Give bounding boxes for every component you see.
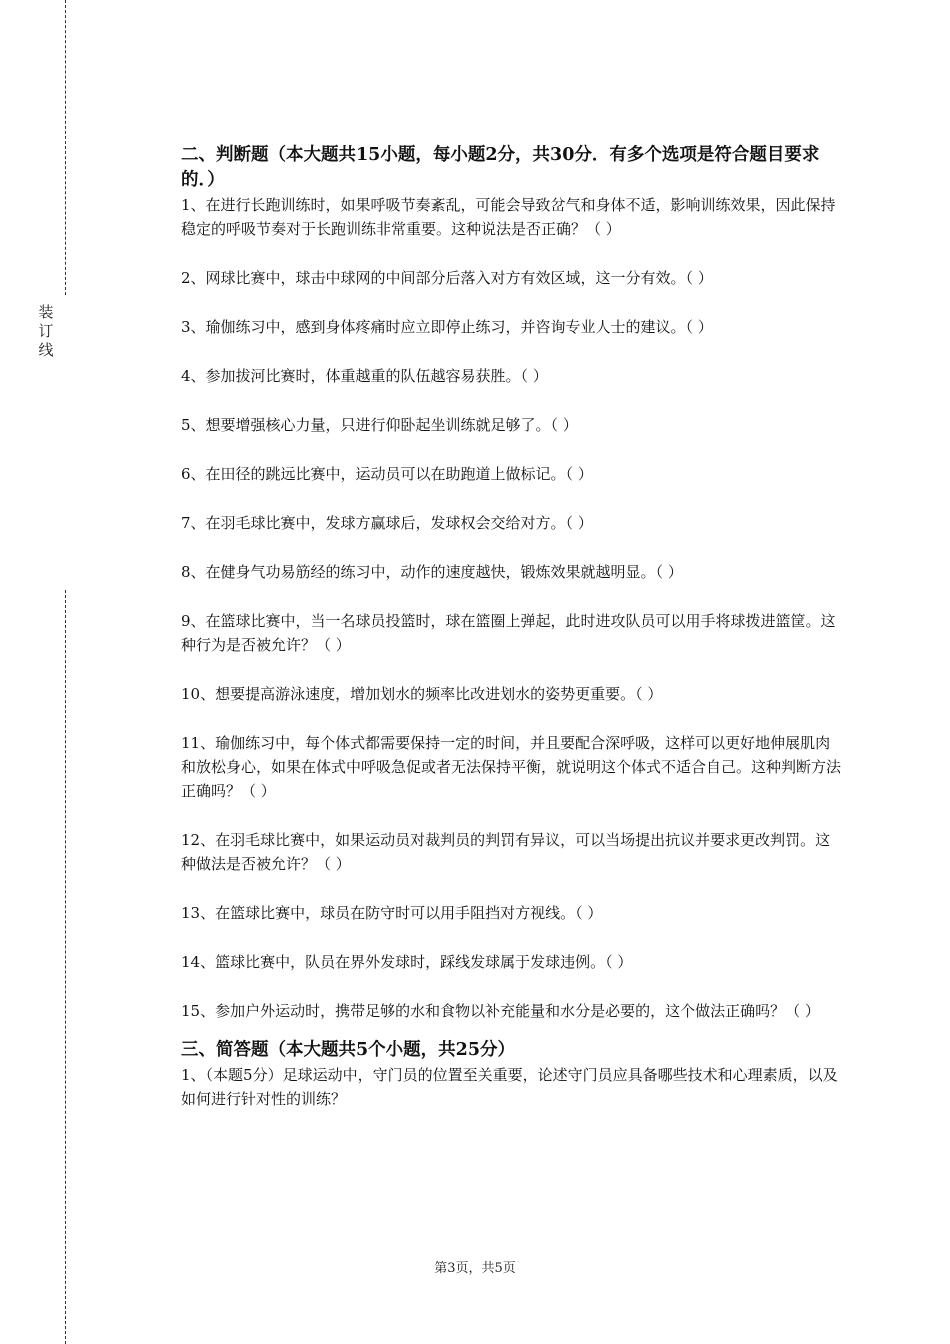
section-short-answer (181, 1038, 841, 1111)
page-number: 第3页，共5页 (434, 1261, 516, 1276)
binding-dashed-line-top (65, 0, 66, 295)
binding-char: 装 (38, 303, 54, 321)
section-title: 三、简答题（本大题共5个小题，共25分） (181, 1040, 516, 1060)
question-item: 7、在羽毛球比赛中，发球方赢球后，发球权会交给对方。（ ） (181, 514, 593, 532)
question-item: 1、在进行长跑训练时，如果呼吸节奏紊乱，可能会导致岔气和身体不适，影响训练效果，因此保持稳定的呼吸节奏对于长跑训练非常重要。这种说法是否正确？（ ） (181, 196, 836, 238)
section-title: 二、判断题（本大题共15小题，每小题2分，共30分．有多个选项是符合题目要求的．） (181, 145, 820, 190)
question-item: 12、在羽毛球比赛中，如果运动员对裁判员的判罚有异议，可以当场提出抗议并要求更改判罚。这种做法是否被允许？（ ） (181, 831, 831, 873)
binding-dashed-line-bottom (65, 590, 66, 1344)
question-item: 8、在健身气功易筋经的练习中，动作的速度越快，锻炼效果就越明显。（ ） (181, 563, 683, 581)
binding-char: 线 (38, 341, 54, 359)
exam-content (181, 143, 841, 1111)
binding-label (34, 303, 58, 360)
question-item: 3、瑜伽练习中，感到身体疼痛时应立即停止练习，并咨询专业人士的建议。（ ） (181, 318, 713, 336)
question-item: 9、在篮球比赛中，当一名球员投篮时，球在篮圈上弹起，此时进攻队员可以用手将球拨进篮筐。这种行为是否被允许？（ ） (181, 612, 836, 654)
question-item: 1、（本题5分）足球运动中，守门员的位置至关重要，论述守门员应具备哪些技术和心理素质，以及如何进行针对性的训练？ (181, 1066, 838, 1108)
question-item: 2、网球比赛中，球击中球网的中间部分后落入对方有效区域，这一分有效。（ ） (181, 269, 713, 287)
question-item: 13、在篮球比赛中，球员在防守时可以用手阻挡对方视线。（ ） (181, 904, 603, 922)
section-true-false (181, 143, 841, 1023)
question-item: 10、想要提高游泳速度，增加划水的频率比改进划水的姿势更重要。（ ） (181, 685, 663, 703)
question-item: 15、参加户外运动时，携带足够的水和食物以补充能量和水分是必要的，这个做法正确吗？（ ） (181, 1002, 820, 1020)
question-item: 6、在田径的跳远比赛中，运动员可以在助跑道上做标记。（ ） (181, 465, 593, 483)
question-item: 14、篮球比赛中，队员在界外发球时，踩线发球属于发球违例。（ ） (181, 953, 633, 971)
question-item: 11、瑜伽练习中，每个体式都需要保持一定的时间，并且要配合深呼吸，这样可以更好地伸展肌肉和放松身心，如果在体式中呼吸急促或者无法保持平衡，就说明这个体式不适合自己。这种判断方法正确吗？（ ） (181, 734, 842, 800)
question-item: 5、想要增强核心力量，只进行仰卧起坐训练就足够了。（ ） (181, 416, 578, 434)
question-item: 4、参加拔河比赛时，体重越重的队伍越容易获胜。（ ） (181, 367, 548, 385)
binding-char: 订 (38, 322, 54, 340)
